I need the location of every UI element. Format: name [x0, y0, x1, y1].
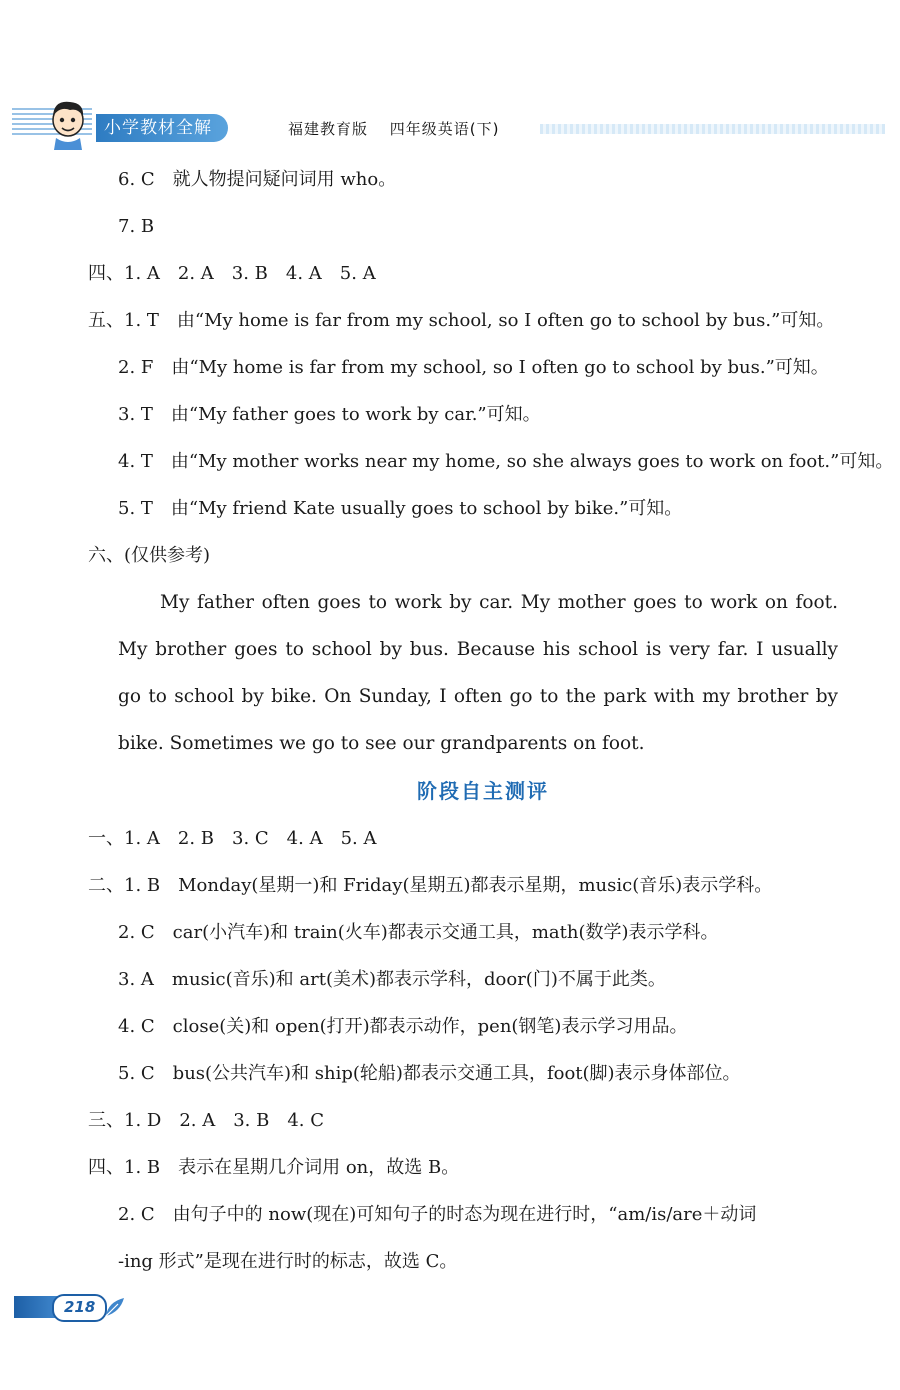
answer-line: 四、1. A 2. A 3. B 4. A 5. A	[88, 263, 376, 284]
essay-text: My father often goes to work by car. My mother goes to work on foot. My brother goes to school by bus. Because his school is very far. I usually go to school by bike. On Sunday, I often go to the park with my brother by bike. Sometimes we go to see our grandparents on foot.	[118, 592, 838, 754]
answer-line: 2. F 由“My home is far from my school, so I often go to school by bus.”可知。	[118, 357, 829, 378]
answer-line: 5. C bus(公共汽车)和 ship(轮船)都表示交通工具，foot(脚)表示身体部位。	[118, 1063, 741, 1084]
answer-line: 2. C car(小汽车)和 train(火车)都表示交通工具，math(数学)表示学科。	[118, 922, 719, 943]
answer-line: 六、(仅供参考)	[88, 545, 211, 566]
answer-line: 5. T 由“My friend Kate usually goes to school by bike.”可知。	[118, 498, 683, 519]
answer-line: 二、1. B Monday(星期一)和 Friday(星期五)都表示星期，music(音乐)表示学科。	[88, 875, 773, 896]
answer-line: 三、1. D 2. A 3. B 4. C	[88, 1110, 325, 1131]
reference-essay	[88, 579, 838, 767]
answer-line: 四、1. B 表示在星期几介词用 on，故选 B。	[88, 1157, 460, 1178]
page-number: 218	[52, 1294, 107, 1322]
answer-line: 3. T 由“My father goes to work by car.”可知。	[118, 404, 541, 425]
answer-line: 7. B	[118, 216, 155, 237]
header-rule	[540, 124, 885, 134]
answer-line: 五、1. T 由“My home is far from my school, so I often go to school by bus.”可知。	[88, 310, 835, 331]
answer-content	[88, 156, 894, 1285]
answers-part-1	[88, 156, 894, 579]
publisher-label: 福建教育版	[288, 120, 369, 138]
book-info	[288, 118, 516, 139]
page-footer	[0, 1290, 900, 1330]
answer-line: 一、1. A 2. B 3. C 4. A 5. A	[88, 828, 377, 849]
answer-line: 2. C 由句子中的 now(现在)可知句子的时态为现在进行时，“am/is/are＋动词	[118, 1204, 757, 1225]
answer-line: 4. C close(关)和 open(打开)都表示动作，pen(钢笔)表示学习用品。	[118, 1016, 688, 1037]
page-header	[0, 92, 900, 152]
answer-line: 3. A music(音乐)和 art(美术)都表示学科，door(门)不属于此类。	[118, 969, 666, 990]
leaf-icon	[104, 1296, 126, 1318]
grade-subject-label: 四年级英语(下)	[389, 120, 500, 138]
answer-line: 4. T 由“My mother works near my home, so she always goes to work on foot.”可知。	[118, 451, 894, 472]
answer-line: 6. C 就人物提问疑问词用 who。	[118, 169, 397, 190]
series-title-tab: 小学教材全解	[96, 114, 228, 142]
section-title: 阶段自主测评	[417, 779, 549, 803]
boy-mascot-icon	[40, 94, 96, 150]
answer-line: -ing 形式”是现在进行时的标志，故选 C。	[118, 1251, 458, 1272]
answers-part-2	[88, 815, 848, 1285]
